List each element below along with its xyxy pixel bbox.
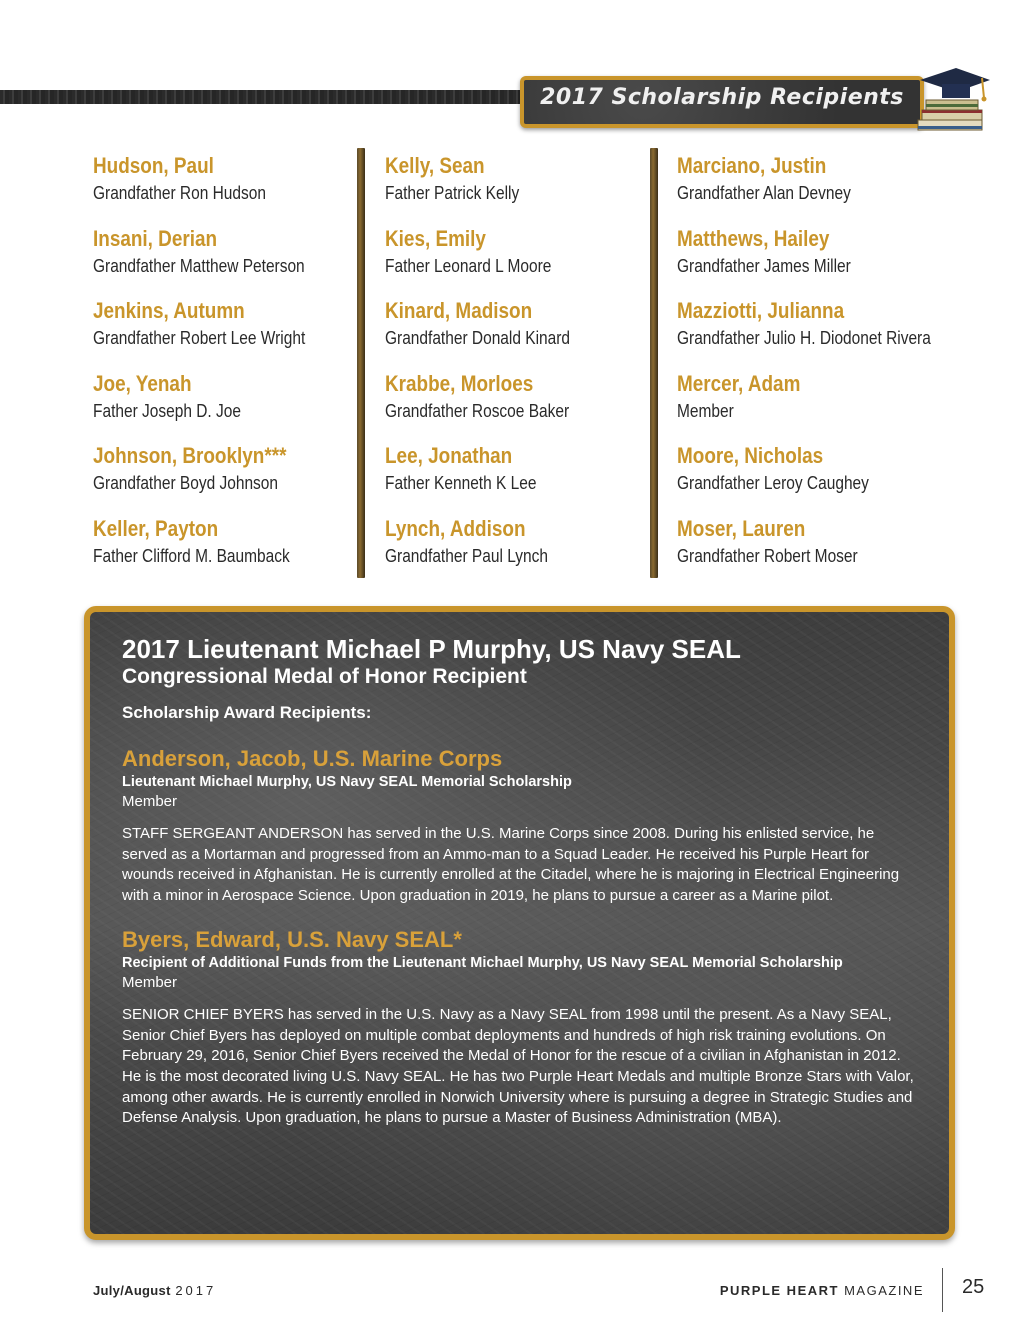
recipient-name: Moser, Lauren bbox=[677, 515, 806, 541]
award-recipient-name: Anderson, Jacob, U.S. Marine Corps bbox=[122, 746, 503, 771]
recipients-column-1 bbox=[93, 150, 363, 585]
recipient-entry bbox=[93, 440, 363, 513]
recipient-entry bbox=[677, 440, 977, 513]
recipient-name: Kies, Emily bbox=[385, 225, 486, 251]
recipient-name: Matthews, Hailey bbox=[677, 225, 830, 251]
award-recipient-bio: SENIOR CHIEF BYERS has served in the U.S. Navy as a Navy SEAL from 1998 until the present. As a Navy SEAL, Senior Chief Byers has deployed on multiple combat deployments and hundreds of high risk training evolutions. On February 29, 2016, Senior Chief Byers received the Medal of Honor for the rescue of a civilian in Afghanistan in 2012. He is the most decorated living U.S. Navy SEAL. He has two Purple Heart Medals and multiple Bronze Stars with Valor, among other awards. He is currently enrolled in Norwich University where is pursuing a degree in Strategic Studies and Defense Analysis. Upon graduation, he plans to pursue a Master of Business Administration (MBA). bbox=[122, 1005, 914, 1127]
award-recipient bbox=[122, 927, 921, 1129]
section-title: 2017 Scholarship Recipients bbox=[540, 85, 904, 110]
recipient-name: Insani, Derian bbox=[93, 225, 218, 251]
footer-issue-year: 2017 bbox=[175, 1283, 217, 1298]
recipient-name: Keller, Payton bbox=[93, 515, 219, 541]
recipient-name: Mazziotti, Julianna bbox=[677, 298, 845, 323]
recipients-column-3 bbox=[677, 150, 977, 585]
recipient-relation: Grandfather James Miller bbox=[677, 255, 851, 276]
footer-issue bbox=[93, 1283, 216, 1298]
recipient-name: Kelly, Sean bbox=[385, 153, 485, 178]
recipient-relation: Father Kenneth K Lee bbox=[385, 473, 537, 493]
footer-brand-suffix: MAGAZINE bbox=[844, 1283, 924, 1298]
section-title-plaque bbox=[520, 76, 924, 128]
panel-content bbox=[122, 634, 921, 1129]
award-recipient-name: Byers, Edward, U.S. Navy SEAL* bbox=[122, 926, 462, 952]
recipient-relation: Grandfather Roscoe Baker bbox=[385, 400, 570, 421]
recipient-name: Moore, Nicholas bbox=[677, 443, 824, 468]
award-recipient bbox=[122, 746, 921, 907]
recipient-entry bbox=[385, 368, 655, 441]
recipient-relation: Grandfather Matthew Peterson bbox=[93, 255, 305, 276]
recipient-entry bbox=[385, 295, 655, 368]
panel-label: Scholarship Award Recipients: bbox=[122, 703, 372, 722]
recipient-entry bbox=[677, 513, 977, 586]
recipient-relation: Grandfather Leroy Caughey bbox=[677, 473, 869, 493]
recipient-entry bbox=[93, 513, 363, 586]
recipient-relation: Father Leonard L Moore bbox=[385, 255, 552, 276]
award-recipient-status: Member bbox=[122, 973, 178, 991]
award-recipient-bio: STAFF SERGEANT ANDERSON has served in the U.S. Marine Corps since 2008. During his enlisted service, he served as a Mortarman and progressed from an Ammo-man to a Squad Leader. He received his Purple Heart for wounds received in Afghanistan. He is currently enrolled at the Citadel, where he is majoring in Electrical Engineering with a minor in Aerospace Science. Upon graduation in 2019, he plans to pursue a career as a Marine pilot. bbox=[122, 825, 900, 905]
recipient-entry bbox=[677, 368, 977, 441]
recipient-relation: Grandfather Robert Moser bbox=[677, 545, 858, 566]
footer-publication bbox=[720, 1283, 924, 1298]
award-recipient-award: Recipient of Additional Funds from the Lieutenant Michael Murphy, US Navy SEAL Memorial Scholarship bbox=[122, 954, 843, 971]
recipient-relation: Grandfather Boyd Johnson bbox=[93, 473, 279, 493]
recipient-name: Hudson, Paul bbox=[93, 153, 214, 178]
recipient-name: Mercer, Adam bbox=[677, 370, 801, 396]
footer-divider bbox=[942, 1268, 943, 1312]
recipient-name: Kinard, Madison bbox=[385, 298, 533, 323]
award-recipient-award: Lieutenant Michael Murphy, US Navy SEAL Memorial Scholarship bbox=[122, 774, 572, 790]
recipient-entry bbox=[93, 223, 363, 296]
recipient-relation: Grandfather Robert Lee Wright bbox=[93, 328, 306, 348]
recipient-entry bbox=[677, 150, 977, 223]
recipient-entry bbox=[385, 440, 655, 513]
recipient-name: Johnson, Brooklyn*** bbox=[93, 443, 287, 468]
header-rule bbox=[0, 90, 560, 104]
award-recipient-status: Member bbox=[122, 793, 178, 810]
recipient-name: Marciano, Justin bbox=[677, 153, 827, 178]
graduation-cap-books-icon bbox=[912, 58, 994, 140]
recipient-relation: Grandfather Donald Kinard bbox=[385, 328, 571, 348]
recipient-entry bbox=[93, 150, 363, 223]
recipient-entry bbox=[385, 513, 655, 586]
recipient-name: Joe, Yenah bbox=[93, 370, 192, 396]
recipient-entry bbox=[677, 223, 977, 296]
footer-brand: PURPLE HEART bbox=[719, 1283, 839, 1298]
recipient-relation: Member bbox=[677, 400, 734, 421]
recipient-entry bbox=[385, 223, 655, 296]
recipient-relation: Grandfather Alan Devney bbox=[677, 183, 851, 203]
recipient-relation: Grandfather Paul Lynch bbox=[385, 545, 548, 566]
recipient-relation: Father Joseph D. Joe bbox=[93, 400, 242, 421]
recipient-entry bbox=[93, 368, 363, 441]
recipient-name: Krabbe, Morloes bbox=[385, 370, 534, 396]
page-number: 25 bbox=[962, 1276, 985, 1298]
recipient-name: Jenkins, Autumn bbox=[93, 298, 245, 323]
recipient-entry bbox=[93, 295, 363, 368]
recipients-column-2 bbox=[385, 150, 655, 585]
recipient-entry bbox=[385, 150, 655, 223]
recipient-entry bbox=[677, 295, 977, 368]
recipient-relation: Grandfather Julio H. Diodonet Rivera bbox=[677, 328, 931, 348]
recipient-relation: Father Patrick Kelly bbox=[385, 183, 520, 203]
panel-subtitle: Congressional Medal of Honor Recipient bbox=[122, 665, 527, 688]
recipient-name: Lee, Jonathan bbox=[385, 443, 513, 468]
recipient-relation: Grandfather Ron Hudson bbox=[93, 183, 266, 203]
murphy-scholarship-panel bbox=[84, 606, 955, 1240]
footer-issue-month: July/August bbox=[93, 1283, 171, 1298]
recipient-name: Lynch, Addison bbox=[385, 515, 526, 541]
panel-title: 2017 Lieutenant Michael P Murphy, US Navy SEAL bbox=[122, 634, 741, 664]
recipient-relation: Father Clifford M. Baumback bbox=[93, 545, 290, 566]
